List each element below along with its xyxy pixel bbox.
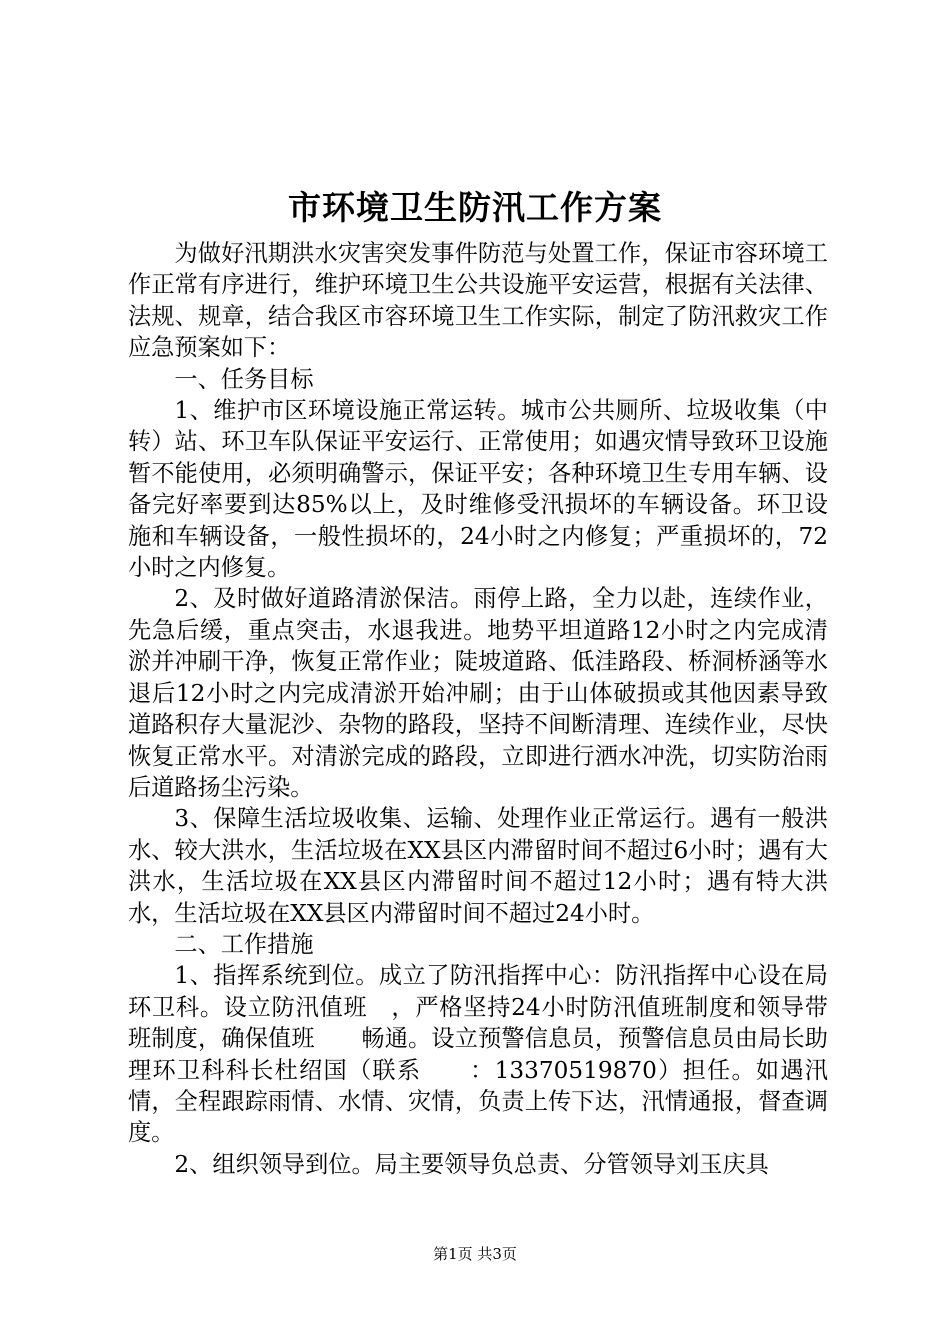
paragraph-measure-1: 1、指挥系统到位。成立了防汛指挥中心：防汛指挥中心设在局环卫科。设立防汛值班 ，严格坚持24小时防汛值班制度和领导带班制度，确保值班 畅通。设立预警信息员，预警信息员由局长助理环卫科科长杜绍国（联系 ：13370519870）担任。如遇汛情，全程跟踪雨情、水情、灾情，负责上传下达，汛情通报，督查调度。 (128, 962, 828, 1147)
paragraph-goal-3: 3、保障生活垃圾收集、运输、处理作业正常运行。遇有一般洪水、较大洪水，生活垃圾在XX县区内滞留时间不超过6小时；遇有大洪水，生活垃圾在XX县区内滞留时间不超过12小时；遇有特大洪水，生活垃圾在XX县区内滞留时间不超过24小时。 (128, 805, 828, 927)
section-heading-task-goals: 一、任务目标 (174, 365, 314, 393)
page-number-footer: 第1页 共3页 (433, 1245, 517, 1263)
paragraph-goal-2: 2、及时做好道路清淤保洁。雨停上路，全力以赴，连续作业，先急后缓，重点突击，水退我进。地势平坦道路12小时之内完成清淤并冲刷干净，恢复正常作业；陡坡道路、低洼路段、桥洞桥涵等水退后12小时之内完成清淤开始冲刷；由于山体破损或其他因素导致道路积存大量泥沙、杂物的路段，坚持不间断清理、连续作业，尽快恢复正常水平。对清淤完成的路段，立即进行洒水冲洗，切实防治雨后道路扬尘污染。 (128, 585, 828, 801)
document-body (128, 238, 828, 1180)
section-heading-work-measures: 二、工作措施 (174, 930, 314, 958)
paragraph-goal-1: 1、维护市区环境设施正常运转。城市公共厕所、垃圾收集（中转）站、环卫车队保证平安运行、正常使用；如遇灾情导致环卫设施暂不能使用，必须明确警示，保证平安；各种环境卫生专用车辆、设备完好率要到达85%以上，及时维修受汛损坏的车辆设备。环卫设施和车辆设备，一般性损坏的，24小时之内修复；严重损坏的，72小时之内修复。 (128, 397, 828, 582)
paragraph-measure-2: 2、组织领导到位。局主要领导负总责、分管领导刘玉庆具 (174, 1150, 769, 1178)
paragraph-intro: 为做好汛期洪水灾害突发事件防范与处置工作，保证市容环境工作正常有序进行，维护环境卫生公共设施平安运营，根据有关法律、法规、规章，结合我区市容环境卫生工作实际，制定了防汛救灾工作应急预案如下： (128, 240, 828, 362)
document-title: 市环境卫生防汛工作方案 (288, 188, 662, 227)
